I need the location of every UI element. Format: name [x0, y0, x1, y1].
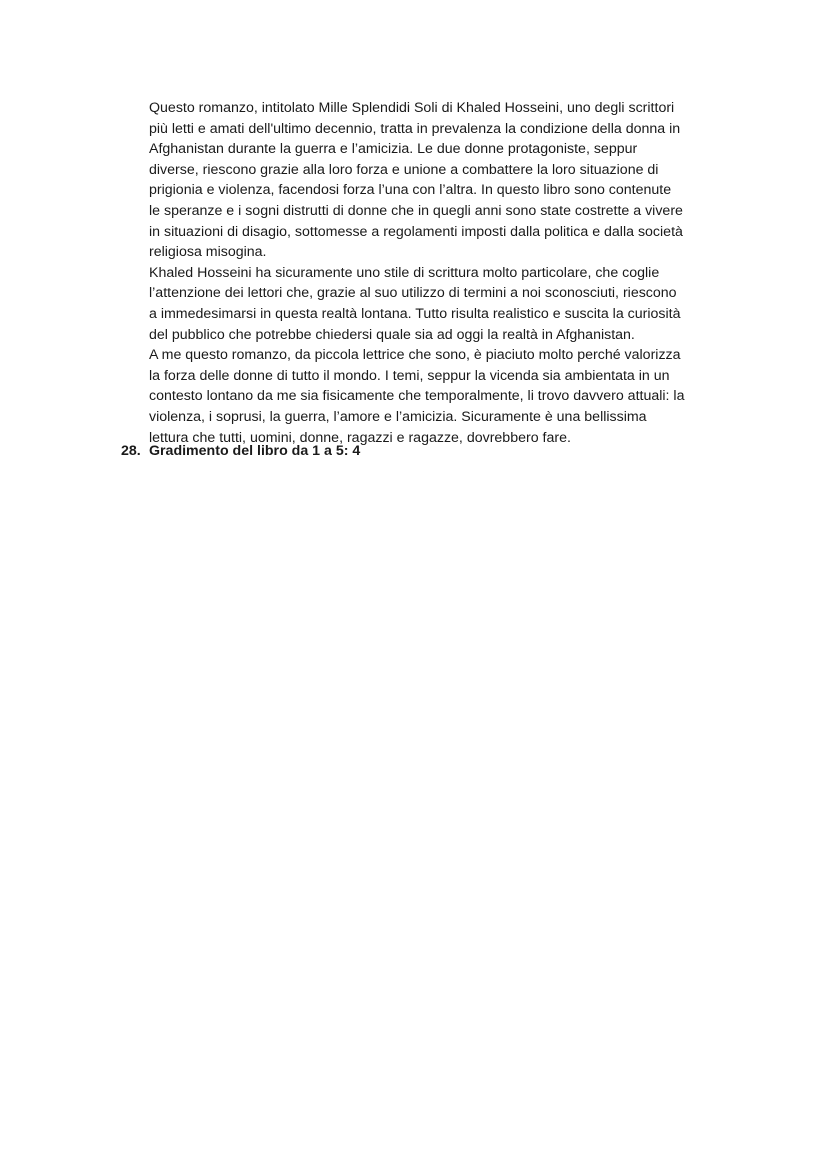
review-line: più letti e amati dell'ultimo decennio, tratta in prevalenza la condizione della donna in: [149, 120, 681, 137]
review-line: Questo romanzo, intitolato Mille Splendidi Soli di Khaled Hosseini, uno degli scrittori: [149, 100, 675, 116]
review-line: contesto lontano da me sia fisicamente che temporalmente, li trovo davvero attuali: la: [149, 388, 685, 405]
review-line: in situazioni di disagio, sottomesse a regolamenti imposti dalla politica e dalla società: [149, 223, 683, 240]
review-line: del pubblico che potrebbe chiedersi quale sia ad oggi la realtà in Afghanistan.: [149, 326, 635, 343]
review-line: prigionia e violenza, facendosi forza l’una con l’altra. In questo libro sono contenute: [149, 182, 672, 199]
review-line: diverse, riescono grazie alla loro forza e unione a combattere la loro situazione di: [149, 161, 659, 178]
rating-text: Gradimento del libro da 1 a 5: 4: [149, 443, 361, 459]
rating-item: [121, 441, 360, 462]
review-line: religiosa misogina.: [149, 244, 267, 261]
review-line: lettura che tutti, uomini, donne, ragazzi e ragazze, dovrebbero fare.: [149, 429, 571, 446]
review-line: l’attenzione dei lettori che, grazie al suo utilizzo di termini a noi sconosciuti, riescono: [149, 285, 677, 302]
review-line: a immedesimarsi in questa realtà lontana. Tutto risulta realistico e suscita la curiosità: [149, 305, 681, 322]
list-number: 28.: [121, 443, 141, 459]
review-text: [149, 98, 739, 448]
review-line: le speranze e i sogni distrutti di donne che in quegli anni sono state costrette a vivere: [149, 202, 683, 219]
review-line: Khaled Hosseini ha sicuramente uno stile di scrittura molto particolare, che coglie: [149, 264, 660, 281]
review-line: A me questo romanzo, da piccola lettrice che sono, è piaciuto molto perché valorizza: [149, 347, 681, 364]
review-line: violenza, i soprusi, la guerra, l’amore e l’amicizia. Sicuramente è una bellissima: [149, 408, 647, 425]
review-line: la forza delle donne di tutto il mondo. I temi, seppur la vicenda sia ambientata in un: [149, 367, 670, 384]
review-line: Afghanistan durante la guerra e l’amicizia. Le due donne protagoniste, seppur: [149, 141, 638, 158]
